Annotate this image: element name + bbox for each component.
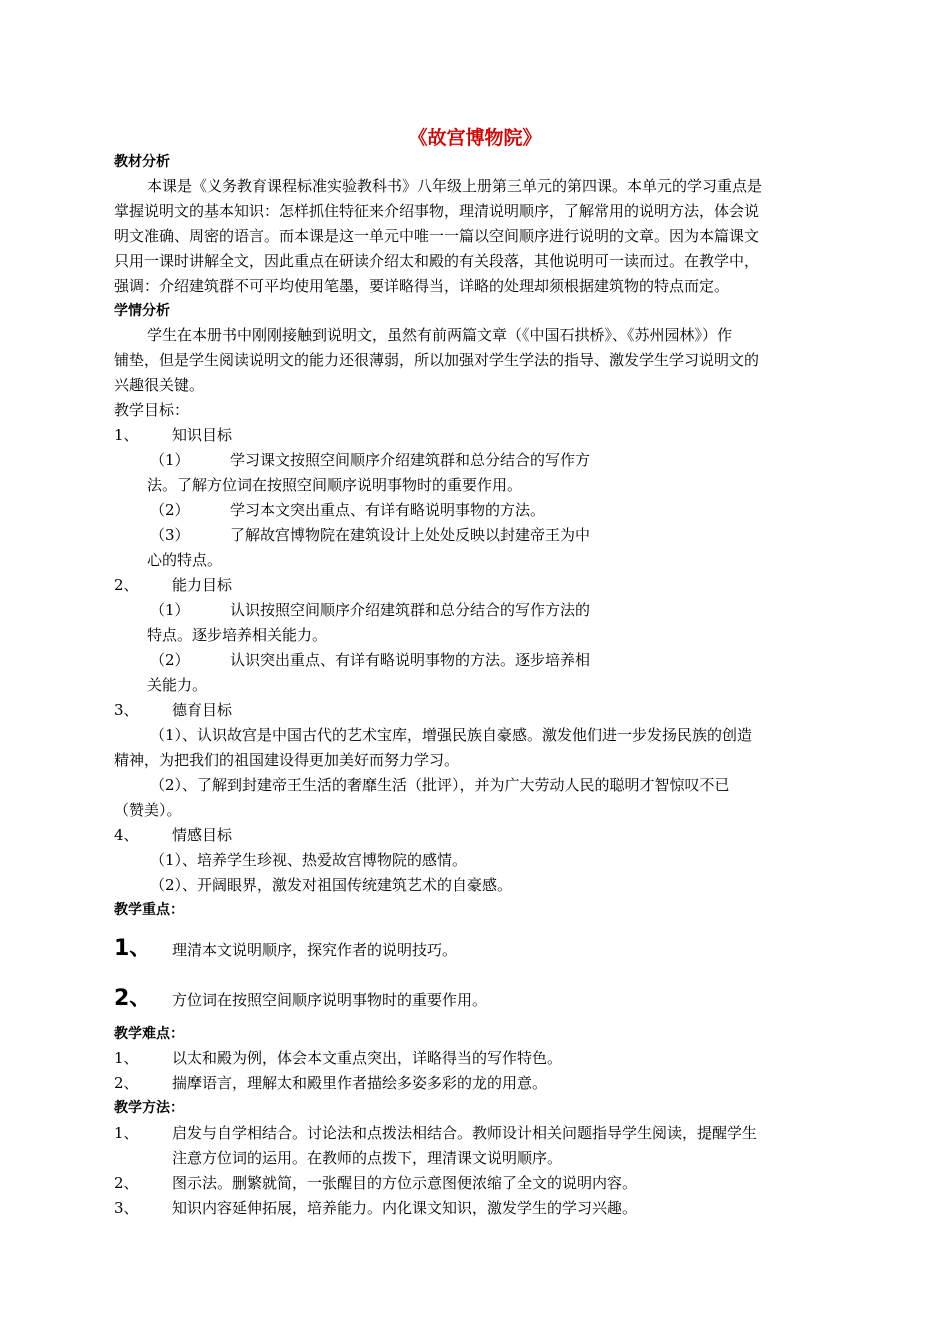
goal-emotion (114, 823, 232, 847)
item-number: 3、 (114, 1199, 139, 1217)
goal-ability (114, 573, 232, 597)
goal-number: 2、 (114, 576, 139, 594)
section-heading-difficulties: 教学难点： (114, 1026, 184, 1042)
method-item-continued: 注意方位词的运用。在教师的点拨下，理清课文说明顺序。 (172, 1149, 563, 1167)
item-number: 1、 (114, 936, 152, 961)
paragraph-line: 掌握说明文的基本知识：怎样抓住特征来介绍事物，理清说明顺序，了解常用的说明方法，体会说 (114, 202, 760, 220)
item-text: 学习课文按照空间顺序介绍建筑群和总分结合的写作方 (230, 451, 591, 469)
method-item (114, 1121, 757, 1145)
paragraph-line: 明文准确、周密的语言。而本课是这一单元中唯一一篇以空间顺序进行说明的文章。因为本篇课文 (114, 227, 760, 245)
goal-item-continued: 关能力。 (147, 676, 208, 694)
paragraph-line: 本课是《义务教育课程标准实验教科书》八年级上册第三单元的第四课。本单元的学习重点是 (147, 177, 763, 195)
item-text: 方位词在按照空间顺序说明事物时的重要作用。 (172, 991, 488, 1009)
section-heading-textbook-analysis: 教材分析 (114, 154, 170, 170)
goal-item: （2）、了解到封建帝王生活的奢靡生活（批评），并为广大劳动人民的聪明才智惊叹不已 (150, 776, 730, 794)
paragraph-line: 只用一课时讲解全文，因此重点在研读介绍太和殿的有关段落，其他说明可一读而过。在教学中， (114, 252, 760, 270)
goal-item (150, 648, 590, 672)
goal-item (150, 498, 545, 522)
goal-number: 3、 (114, 701, 139, 719)
goal-item-continued: 法。了解方位词在按照空间顺序说明事物时的重要作用。 (147, 476, 523, 494)
goal-item-continued: （赞美）。 (114, 801, 182, 819)
document-title: 《故宫博物院》 (408, 127, 542, 149)
difficulty-item (114, 1046, 562, 1070)
goal-item-continued: 特点。逐步培养相关能力。 (147, 626, 328, 644)
goal-item (150, 448, 590, 472)
section-heading-key-points: 教学重点： (114, 902, 184, 918)
key-point-item (114, 934, 457, 965)
item-text: 了解故宫博物院在建筑设计上处处反映以封建帝王为中 (230, 526, 591, 544)
goal-label: 情感目标 (172, 826, 233, 844)
item-text: 认识突出重点、有详有略说明事物的方法。逐步培养相 (230, 651, 591, 669)
paragraph-line: 铺垫，但是学生阅读说明文的能力还很薄弱，所以加强对学生学法的指导、激发学生学习说明文的 (114, 351, 760, 369)
item-number: 1、 (114, 1049, 139, 1067)
goal-moral (114, 698, 232, 722)
item-number: （2） (150, 651, 190, 669)
goal-item: （2）、开阔眼界，激发对祖国传统建筑艺术的自豪感。 (150, 876, 513, 894)
goal-item-continued: 精神，为把我们的祖国建设得更加美好而努力学习。 (114, 751, 460, 769)
item-number: 1、 (114, 1124, 139, 1142)
item-text: 以太和殿为例，体会本文重点突出，详略得当的写作特色。 (172, 1049, 563, 1067)
item-text: 启发与自学相结合。讨论法和点拨法相结合。教师设计相关问题指导学生阅读，提醒学生 (172, 1124, 758, 1142)
item-text: 认识按照空间顺序介绍建筑群和总分结合的写作方法的 (230, 601, 591, 619)
goal-number: 1、 (114, 426, 139, 444)
goal-item: （1）、认识故宫是中国古代的艺术宝库，增强民族自豪感。激发他们进一步发扬民族的创造 (150, 726, 753, 744)
method-item (114, 1171, 637, 1195)
difficulty-item (114, 1071, 547, 1095)
item-number: （2） (150, 501, 190, 519)
key-point-item (114, 984, 487, 1015)
item-text: 揣摩语言，理解太和殿里作者描绘多姿多彩的龙的用意。 (172, 1074, 548, 1092)
item-number: 2、 (114, 1174, 139, 1192)
item-number: （1） (150, 601, 190, 619)
goal-knowledge (114, 423, 232, 447)
goal-label: 德育目标 (172, 701, 233, 719)
item-text: 理清本文说明顺序，探究作者的说明技巧。 (172, 941, 458, 959)
section-heading-student-analysis: 学情分析 (114, 303, 170, 319)
item-text: 知识内容延伸拓展，培养能力。内化课文知识，激发学生的学习兴趣。 (172, 1199, 638, 1217)
paragraph-line: 强调：介绍建筑群不可平均使用笔墨，要详略得当，详略的处理却须根据建筑物的特点而定。 (114, 277, 730, 295)
goal-label: 能力目标 (172, 576, 233, 594)
goal-number: 4、 (114, 826, 139, 844)
method-item (114, 1196, 637, 1220)
item-number: （3） (150, 526, 190, 544)
paragraph-line: 兴趣很关键。 (114, 376, 205, 394)
paragraph-line: 学生在本册书中刚刚接触到说明文，虽然有前两篇文章（《中国石拱桥》、《苏州园林》）作 (147, 326, 733, 344)
item-number: （1） (150, 451, 190, 469)
item-number: 2、 (114, 1074, 139, 1092)
item-text: 图示法。删繁就简，一张醒目的方位示意图便浓缩了全文的说明内容。 (172, 1174, 638, 1192)
goal-item (150, 523, 590, 547)
section-heading-goals: 教学目标： (114, 401, 190, 419)
item-number: 2、 (114, 986, 152, 1011)
goal-item (150, 598, 590, 622)
item-text: 学习本文突出重点、有详有略说明事物的方法。 (230, 501, 546, 519)
goal-item-continued: 心的特点。 (147, 551, 223, 569)
goal-label: 知识目标 (172, 426, 233, 444)
goal-item: （1）、培养学生珍视、热爱故宫博物院的感情。 (150, 851, 468, 869)
section-heading-methods: 教学方法： (114, 1100, 184, 1116)
